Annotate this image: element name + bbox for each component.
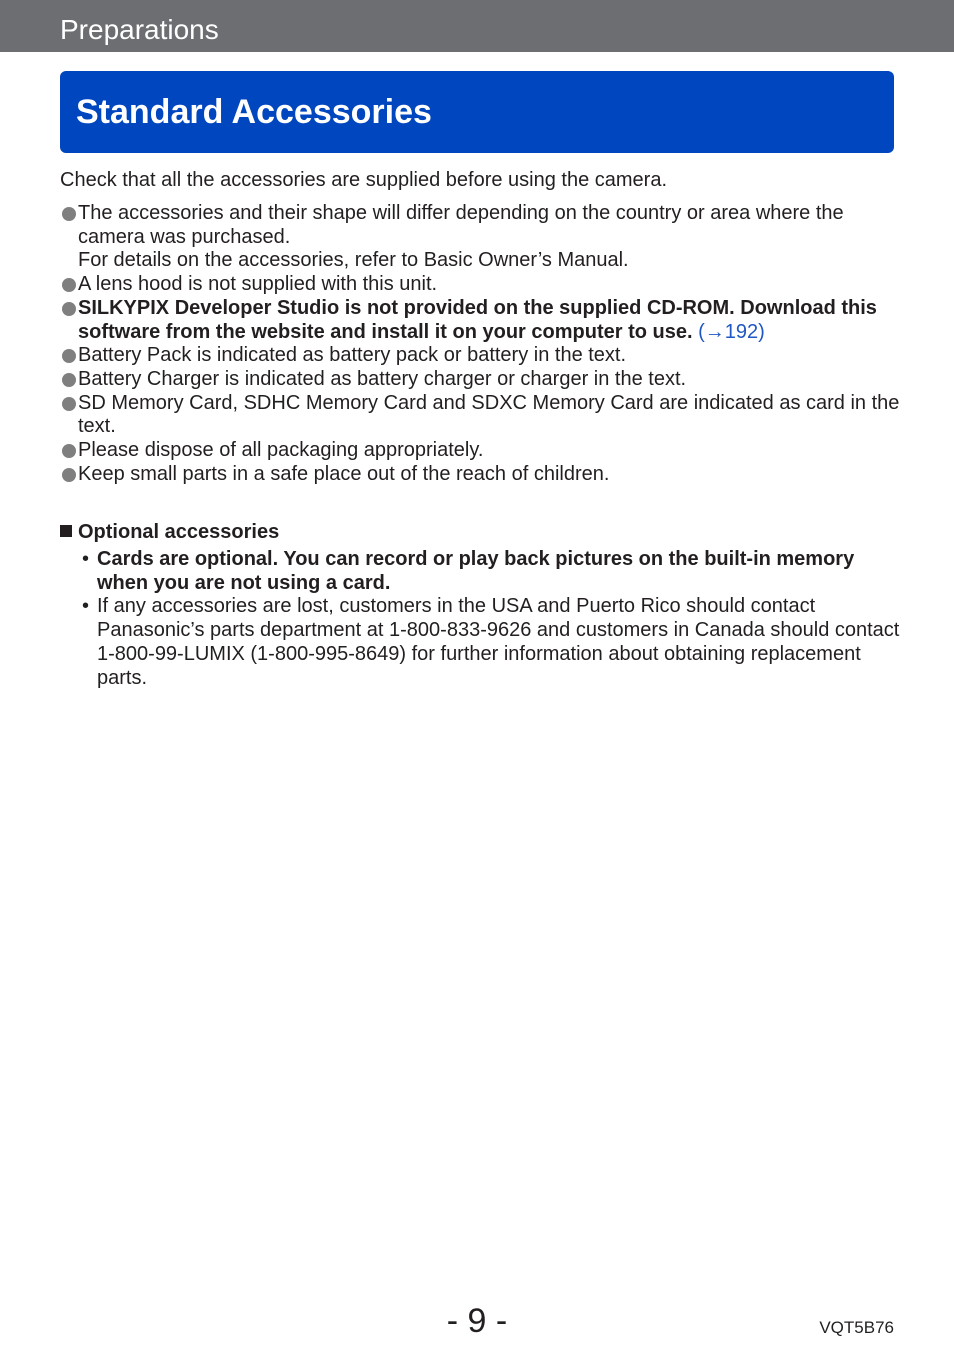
bullet-icon — [62, 278, 76, 292]
list-item-text: Keep small parts in a safe place out of the reach of children. — [78, 462, 610, 485]
list-item — [60, 439, 900, 463]
list-item-text: Battery Pack is indicated as battery pack or battery in the text. — [78, 344, 627, 367]
list-item-text: SD Memory Card, SDHC Memory Card and SDXC Memory Card are indicated as card in the text. — [78, 391, 900, 438]
bullet-icon — [62, 397, 76, 411]
accessory-notes-list — [60, 202, 900, 486]
list-item-text: Please dispose of all packaging appropriately. — [78, 439, 484, 462]
list-item — [60, 463, 900, 487]
small-bullet-icon: • — [82, 548, 90, 570]
title-box — [60, 71, 894, 153]
list-item-text: If any accessories are lost, customers in the USA and Puerto Rico should contact Panasonic’s parts department at 1-800-833-9626 and customers in Canada should contact 1-800-99-LUMIX (1-800-995-8649) for further information about obtaining replacement parts. — [97, 595, 900, 689]
list-item — [82, 595, 900, 690]
list-item — [60, 392, 900, 439]
bullet-icon — [62, 444, 76, 458]
list-item — [60, 344, 900, 368]
bullet-icon — [62, 468, 76, 482]
bullet-icon — [62, 373, 76, 387]
intro-text: Check that all the accessories are supplied before using the camera. — [60, 169, 668, 191]
page-number: - 9 - — [446, 1302, 508, 1340]
list-item — [60, 368, 900, 392]
section-title: Preparations — [60, 14, 219, 45]
list-item — [60, 273, 900, 297]
square-marker-icon — [60, 525, 72, 537]
list-item — [82, 548, 900, 595]
bullet-icon — [62, 349, 76, 363]
small-bullet-icon: • — [82, 595, 90, 618]
bullet-icon — [62, 302, 76, 316]
optional-heading-text: Optional accessories — [78, 521, 280, 543]
bullet-icon — [62, 207, 76, 221]
page-reference-link[interactable]: (→192) — [698, 320, 765, 343]
list-item-text: Cards are optional. You can record or play back pictures on the built-in memory when you are not using a card. — [97, 548, 855, 594]
list-item-text: A lens hood is not supplied with this unit. — [78, 273, 438, 296]
page-title: Standard Accessories — [76, 93, 432, 131]
list-item — [60, 297, 900, 344]
optional-notes-list — [82, 548, 900, 690]
list-item-text: For details on the accessories, refer to Basic Owner’s Manual. — [78, 249, 629, 272]
list-item-text: SILKYPIX Developer Studio is not provided on the supplied CD-ROM. Download this software from the website and install it on your computer to use. — [78, 296, 877, 343]
document-code: VQT5B76 — [819, 1318, 894, 1337]
list-item-text: The accessories and their shape will differ depending on the country or area where the camera was purchased. — [78, 202, 844, 248]
list-item-text: Battery Charger is indicated as battery charger or charger in the text. — [78, 367, 687, 390]
list-item — [60, 202, 900, 273]
header-bar — [0, 0, 954, 52]
optional-accessories-heading — [60, 520, 279, 544]
